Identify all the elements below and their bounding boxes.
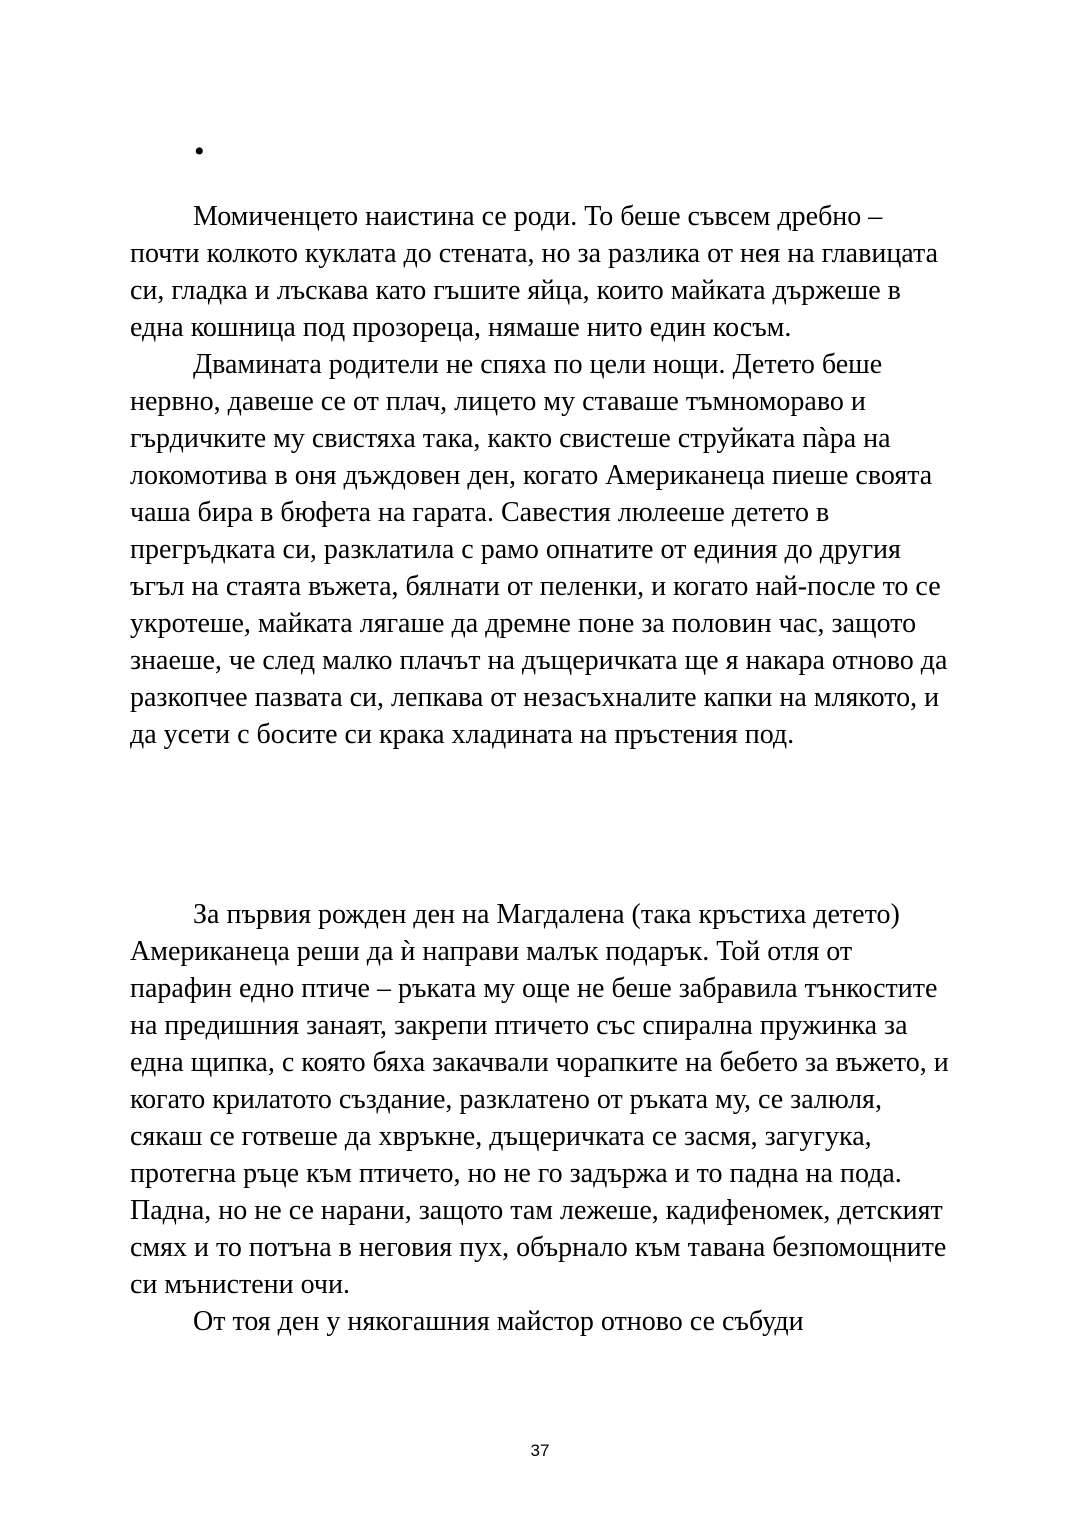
paragraph: Момиченцето наистина се роди. То беше съвсем дребно – почти колкото куклата до стената, но за разлика от нея на главицата си, гладка и лъскава като гъшите яйца, които майката държеше в една кошница под прозореца, нямаше нито един косъм. [130, 201, 939, 343]
section-1 [130, 198, 952, 753]
section-2 [130, 896, 952, 1340]
paragraph: Двамината родители не спяха по цели нощи. Детето беше нервно, давеше се от плач, лицето му ставаше тъмномораво и гърдичките му свистяха така, както свистеше струйката пàра на локомотива в оня дъждовен ден, когато Американеца пиеше своята чаша бира в бюфета на гарата. Савестия люлееше детето в прегръдката си, разклатила с рамо опнатите от единия до другия ъгъл на стаята въжета, бялнати от пеленки, и когато най-после то се укротеше, майката лягаше да дремне поне за половин час, защото знаеше, че след малко плачът на дъщеричката ще я накара отново да разкопчее пазвата си, лепкава от незасъхналите капки на млякото, и да усети с босите си крака хладината на пръстения под. [130, 349, 948, 750]
paragraph: От тоя ден у някогашния майстор отново се събуди [193, 1306, 804, 1337]
page-number: 37 [530, 1441, 550, 1460]
paragraph: За първия рожден ден на Магдалена (така кръстиха детето) Американеца реши да ѝ направи малък подарък. Той отля от парафин едно птиче – ръката му още не беше забравила тънкостите на предишния занаят, закрепи птичето със спирална пружинка за една щипка, с която бяха закачвали чорапките на бебето за въжето, и когато крилатото създание, разклатено от ръката му, се залюля, сякаш се готвеше да хвръкне, дъщеричката се засмя, загугука, протегна ръце към птичето, но не го задържа и то падна на пода. Падна, но не се нарани, защото там лежеше, кадифеномек, детският смях и то потъна в неговия пух, обърнало към тавана безпомощните си мънистени очи. [130, 899, 949, 1300]
bullet-mark: • [194, 135, 205, 168]
